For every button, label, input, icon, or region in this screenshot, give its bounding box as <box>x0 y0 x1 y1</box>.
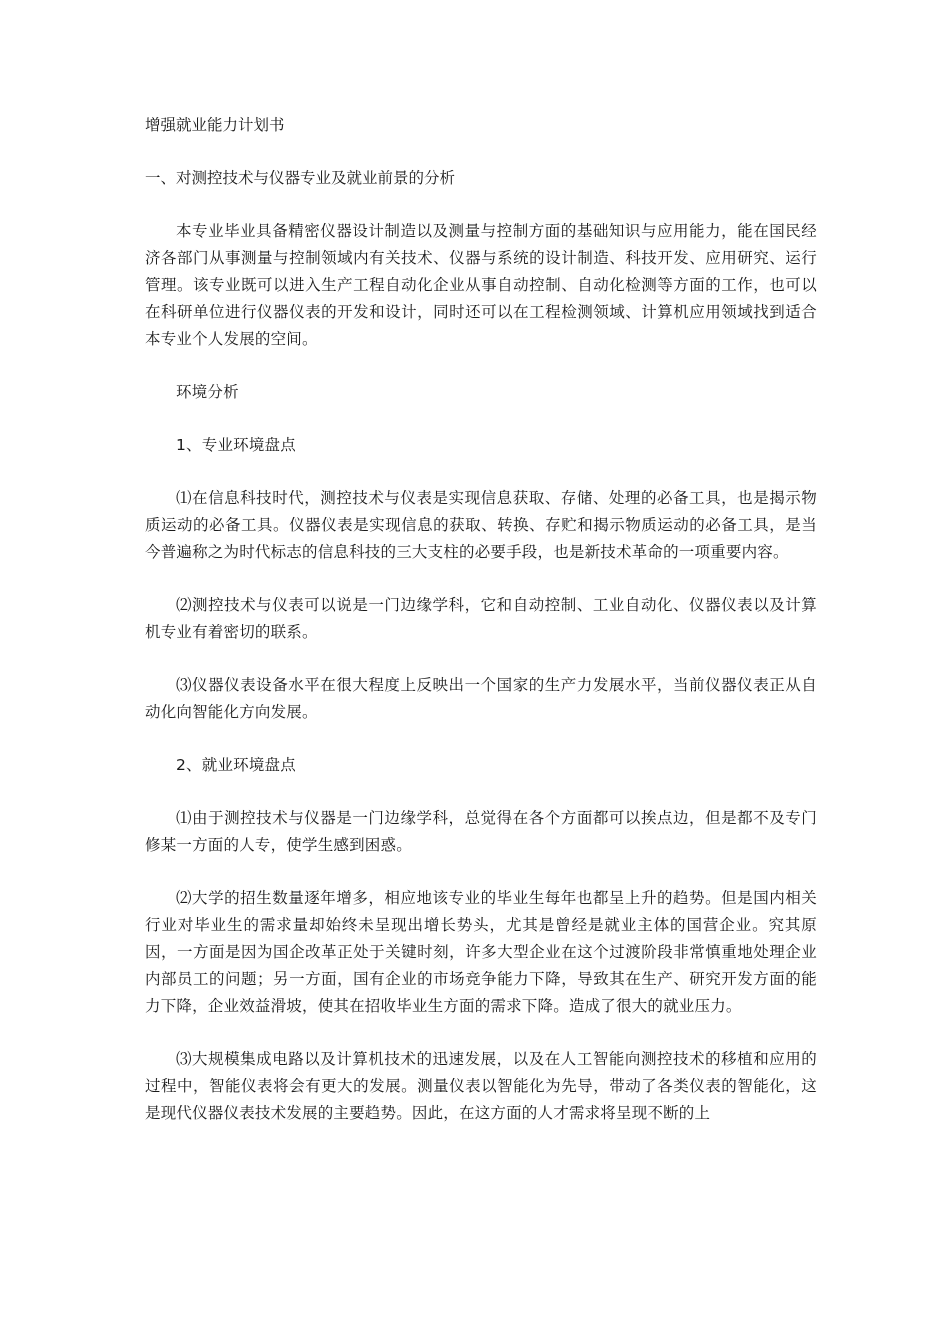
heading-employment-environment: 2、就业环境盘点 <box>176 756 296 774</box>
paragraph-professional-3: ⑶仪器仪表设备水平在很大程度上反映出一个国家的生产力发展水平，当前仪器仪表正从自动化向智能化方向发展。 <box>145 676 817 721</box>
document-body <box>145 112 817 1127</box>
paragraph-professional-2: ⑵测控技术与仪表可以说是一门边缘学科，它和自动控制、工业自动化、仪器仪表以及计算机专业有着密切的联系。 <box>145 596 817 641</box>
paragraph-employment-1: ⑴由于测控技术与仪器是一门边缘学科，总觉得在各个方面都可以挨点边，但是都不及专门修某一方面的人专，使学生感到困惑。 <box>145 809 817 854</box>
heading-professional-environment: 1、专业环境盘点 <box>176 436 296 454</box>
paragraph-major-overview: 本专业毕业具备精密仪器设计制造以及测量与控制方面的基础知识与应用能力，能在国民经济各部门从事测量与控制领域内有关技术、仪器与系统的设计制造、科技开发、应用研究、运行管理。该专业既可以进入生产工程自动化企业从事自动控制、自动化检测等方面的工作，也可以在科研单位进行仪器仪表的开发和设计，同时还可以在工程检测领域、计算机应用领域找到适合本专业个人发展的空间。 <box>145 222 817 348</box>
section-heading: 一、对测控技术与仪器专业及就业前景的分析 <box>145 169 456 187</box>
document-title: 增强就业能力计划书 <box>145 116 285 134</box>
paragraph-employment-3: ⑶大规模集成电路以及计算机技术的迅速发展，以及在人工智能向测控技术的移植和应用的过程中，智能仪表将会有更大的发展。测量仪表以智能化为先导，带动了各类仪表的智能化，这是现代仪器仪表技术发展的主要趋势。因此，在这方面的人才需求将呈现不断的上 <box>145 1050 817 1122</box>
paragraph-professional-1: ⑴在信息科技时代，测控技术与仪表是实现信息获取、存储、处理的必备工具，也是揭示物质运动的必备工具。仪器仪表是实现信息的获取、转换、存贮和揭示物质运动的必备工具，是当今普遍称之为时代标志的信息科技的三大支柱的必要手段，也是新技术革命的一项重要内容。 <box>145 489 817 561</box>
paragraph-employment-2: ⑵大学的招生数量逐年增多，相应地该专业的毕业生每年也都呈上升的趋势。但是国内相关行业对毕业生的需求量却始终未呈现出增长势头，尤其是曾经是就业主体的国营企业。究其原因，一方面是因为国企改革正处于关键时刻，许多大型企业在这个过渡阶段非常慎重地处理企业内部员工的问题；另一方面，国有企业的市场竞争能力下降，导致其在生产、研究开发方面的能力下降，企业效益滑坡，使其在招收毕业生方面的需求下降。造成了很大的就业压力。 <box>145 889 817 1015</box>
heading-environment-analysis: 环境分析 <box>176 383 239 401</box>
